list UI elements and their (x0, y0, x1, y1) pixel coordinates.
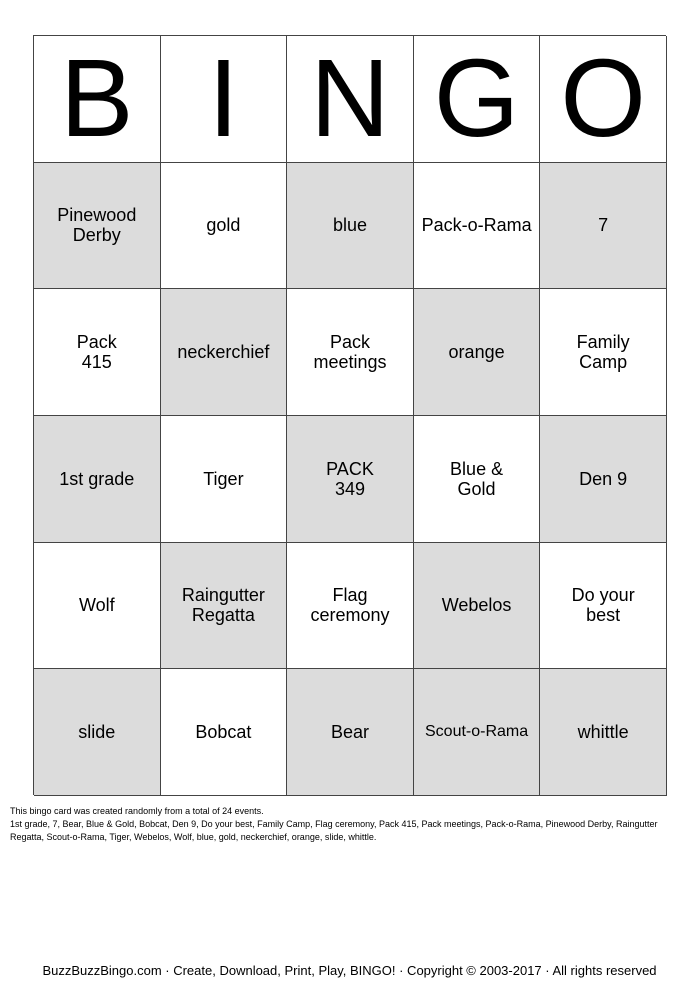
bingo-cell: blue (287, 163, 414, 290)
bingo-cell: 1st grade (34, 416, 161, 543)
bingo-cell: Den 9 (540, 416, 667, 543)
bingo-cell: Scout-o-Rama (414, 669, 541, 796)
bingo-cell: Webelos (414, 543, 541, 670)
bingo-card (33, 35, 666, 795)
bingo-cell: Pack-o-Rama (414, 163, 541, 290)
notes-summary: This bingo card was created randomly from a total of 24 events. (10, 806, 264, 816)
notes-event-list: 1st grade, 7, Bear, Blue & Gold, Bobcat, Den 9, Do your best, Family Camp, Flag ceremony, Pack 415, Pack meetings, Pack-o-Rama, Pinewood Derby, Raingutter Regatta, Scout-o-Rama, Tiger, Webelos, Wolf, blue, gold, neckerchief, orange, slide, whittle. (10, 819, 658, 842)
bingo-cell: 7 (540, 163, 667, 290)
header-letter-g: G (414, 36, 541, 163)
bingo-cell: Pack meetings (287, 289, 414, 416)
card-notes (10, 805, 690, 844)
bingo-cell: Do your best (540, 543, 667, 670)
bingo-cell: Pack 415 (34, 289, 161, 416)
bingo-cell: Pinewood Derby (34, 163, 161, 290)
header-letter-n: N (287, 36, 414, 163)
bingo-cell: Wolf (34, 543, 161, 670)
header-letter-i: I (161, 36, 288, 163)
bingo-cell: slide (34, 669, 161, 796)
bingo-cell: Family Camp (540, 289, 667, 416)
bingo-cell: Flag ceremony (287, 543, 414, 670)
bingo-cell: whittle (540, 669, 667, 796)
bingo-cell: Blue & Gold (414, 416, 541, 543)
bingo-cell: neckerchief (161, 289, 288, 416)
bingo-cell: Bear (287, 669, 414, 796)
bingo-cell: PACK 349 (287, 416, 414, 543)
bingo-cell: Tiger (161, 416, 288, 543)
bingo-cell: gold (161, 163, 288, 290)
bingo-cell: Raingutter Regatta (161, 543, 288, 670)
page-footer: BuzzBuzzBingo.com · Create, Download, Print, Play, BINGO! · Copyright © 2003-2017 · All rights reserved (42, 963, 657, 978)
bingo-cell: orange (414, 289, 541, 416)
header-letter-b: B (34, 36, 161, 163)
bingo-cell: Bobcat (161, 669, 288, 796)
header-letter-o: O (540, 36, 667, 163)
